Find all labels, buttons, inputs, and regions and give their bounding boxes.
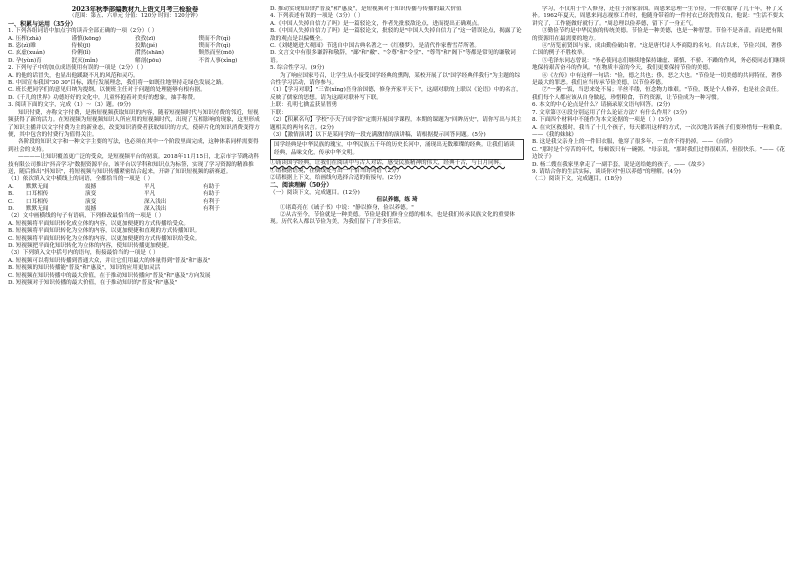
option-text: D. 推动实现知识的"普及"和"惠及"，是短视频对于知识传播与传播的最大价值 [270,6,462,12]
option-text: A.《中国人失掉自信力了吗》是一篇驳论文，作者先批驳敌论点，进而提出正确观点。 [270,20,483,27]
option-cell: 潸然(shān) [135,50,164,57]
option-text: D. 短视频对于知识传播的最大价值，在于推动知识的"普及"和"惠及" [8,280,178,287]
option-text: D.《千儿的世界》功德好好的文化中，儿童怀抱着对美好的想象，抽手称赞。 [8,94,199,101]
option-text: 上联：孔明七擒孟获显智勇 [270,102,338,109]
option-cell: 震撼 [85,183,97,190]
option-text: C. 短视频将平面知识转化为立体的内容，以更加便捷的方式传播知识给受众。 [8,235,201,242]
option-cell: C. 玄虚(xuán) [8,50,45,57]
question: （2）文中画横线的句子有语病，下列修改最恰当的一项是（ ） [8,213,165,220]
option-cell: 有利于 [203,198,220,205]
option-text: C. 班长把同学们的意见归纳为提纲，以便班主任对于问题的处理能够有根有据。 [8,87,206,94]
question: 1. 下列各组词语中加点字的读音全部正确的一项（2分）（ ） [8,28,158,35]
question: （一）阅读下文，完成题目。(12分) [270,189,360,196]
section-heading: 二、阅读理解（50分） [270,182,333,190]
passage-text: ⑤毛泽东同志曾说："务必使同志们继续地保持谦虚、谨慎、不骄、不躁的作风，务必使同志们继续地保持艰苦奋斗的作风。"在物质丰富的今天，我们更要保持节俭的美德。 [532,57,786,72]
option-cell: 孜孜(zī) [135,35,156,42]
option-row [8,191,262,198]
exam-title: 2023年秋季部编教材九上语文月考三检验卷 [71,6,199,13]
passage-text: ②从古至今，节俭就是一种美德。节俭是我们修身立德的根本，也是我们传承民族文化的重要体现。历代名人都以节俭为美，为我们留下了许多佳话。 [270,211,515,226]
option-text: C. 短视频在知识传播中的最大价值，在于推动知识传播向"普及"和"惠及"方向发展 [8,272,211,279]
passage-text: 知识付费，亦称文字付费，是指短视频获取知识的内容，随着短视频时代与知识付费的邻近，短视频获得了新的活力。在短视频为短视频知识人所应用的短视频时代，出现了互相影响的现象，这里形成了知识主播并以文字付费为主的新业态，改变知识消费者获取知识的方式，使碎片化的知识消费变得方便，其中包含的付费行为值得关注。 [8,109,260,138]
option-text: A. 短视频可以将知识传播到普通大众，并让它们用最大的体量得到"普及"和"惠及" [8,257,211,264]
option-cell: 有助于 [203,191,220,198]
option-text: B. 中国宣布我国"30 30"目标，践行发展理念，我们将一如既往地坚持走绿色发展之路。 [8,80,228,87]
option-cell: B. [8,191,14,198]
question: 5. 综合性学习。(9分) [270,65,325,72]
option-cell: A. 压榨(zhà) [8,35,42,42]
option-text: D. 短视频把平面化知识转化为立体的内容，使知识传播更加便捷。 [8,243,173,249]
question: （2）【积累名句】学校"小夫子国学馆"定期开展国学课程，本期的课题为"回眸历史"，请你写出与其主题相关的两句名言。(2分) [270,117,522,131]
question: （3）【激情演讲】以下是某同学的一段充满激情的演讲稿，请根据提示回答问题。(5分) [270,131,486,138]
option-cell: 震撼 [85,205,97,212]
exam-meta: （范围：第五、六单元 分值：120分 时间：120分钟） [69,13,201,20]
option-cell: 泯灭(mǐn) [71,57,98,64]
option-text: C.《刘姥姥进大观园》节选自中国古典名著之一《红楼梦》，是清代作家曹雪芹所著。 [270,43,481,50]
option-text: B. 短视频将平面知识转化为立体的内容，以更加便捷和直观的方式传播知识。 [8,228,201,235]
passage-text: ③勤俭节约是中华民族的传统美德。节俭是一种美德，也是一种智慧。节俭不是吝啬，而是把有限的资源用在最需要的地方。 [532,28,783,42]
passage-text: 为了响应国家号召，让学生从小接受国学经典的熏陶，某校开展了以"国学经典伴我行"为主题的综合性学习活动，请你参与。 [270,72,521,87]
option-text: C. "那时是个穷苦的年代，每顿饭只有一碗粥。"母亲说，"那时我们过得很艰苦，但很快乐。"——《花边饺子》 [532,146,785,161]
option-row [8,36,262,43]
question: 3. 阅读下面的文字，完成（1）～（3）题。(9分) [8,102,131,109]
question: 9. 请结合你的生活实际，谈谈你对"但以养德"的理解。(4分) [532,168,681,175]
option-cell: 锲而不舍(qì) [198,35,231,42]
article-title: 但以养德，练 琦 [376,197,418,204]
option-text: B.《中国人失掉自信力了吗》是一篇驳论文，批驳的是"中国人失掉自信力了"这一错误论点，揭露了论敌的观点是以偏概全。 [270,28,522,42]
option-cell: 演变 [85,198,97,205]
option-text: 下联：____________________ [270,109,343,116]
option-cell: D. [8,205,15,212]
passage-text: 学习，不仅用于个人修身，还在于治家治国。周恩来总理一生节俭，一件衣服穿了几十年，补了又补。1962年夏天，周恩来同志视察工作时，他随身带着的一件衬衣已经洗得发白，他说："生活不要太讲究了，工作能做好就行了。"周总理以俭养德，留下了一身正气。 [532,6,784,27]
option-cell: 平凡 [144,191,156,198]
option-cell: B. 恣(zì)睢 [8,43,36,50]
column-right [532,6,786,555]
option-cell: 默默无闻 [26,183,49,190]
option-cell: 谨慎(kōng) [71,35,101,42]
passage-text: ①诸葛亮在《诫子书》中说："静以修身，俭以养德。" [280,204,414,211]
column-middle [270,6,524,555]
option-cell: 狡黠(jié) [135,43,158,50]
passage-text: ⑥《左传》中有这样一句话："俭，德之共也；侈，恶之大也。"节俭是一切美德的共同特征，奢侈是最大的罪恶。我们应当传承节俭美德，以节俭养德。 [532,72,783,87]
option-text: A. 的他的话冒失，也显出他蹊跷不凡的风范和灵巧。 [8,72,139,79]
option-cell: 默默无闻 [26,205,49,212]
option-text: D. 杨二嫂在我家里拿走了一副手套，说是送给她的孩子。——《故乡》 [532,161,708,168]
marked-sentence: ①诵读国学经典，让我们在阅读中与古人对话，感受民族精神的伟大，经典千古，与日月同辉。 [270,160,505,167]
option-text: D. 文言文中有很多谦辞和敬辞，"鄙"和"敝"、"令尊"和"令堂"、"尊驾"和"阁下"等都是常见的谦敬词语。 [270,50,516,64]
option-cell: 演变 [85,191,97,198]
question: （1）依次填入文中横线上的词语，全都恰当的一项是（ ） [8,176,154,183]
option-cell: 不省人事(xǐng) [198,57,238,64]
option-row [8,199,262,206]
question: ①请根据语境，在横线处写出一个恰当的词语（2分） [270,167,403,174]
option-cell: 锲而不舍(qì) [198,43,231,50]
option-cell: 侍候(jī) [71,43,91,50]
column-left [8,6,262,555]
option-cell: 深入浅出 [144,205,167,212]
option-text: A. 在灾区救援时，我当了十几个孩子，每天都用这样的方式，一次次地告诉孩子们要珍惜每一粒粮食。——《我的妹妹》 [532,124,786,138]
question: （二）阅读下文，完成题目。(18分) [532,176,622,183]
option-cell: D. 孕(yùn)育 [8,57,42,64]
passage-text: ————让知识覆盖更广泛的受众，是短视频平台的初衷。2018年11月15日，北京市字节跳动科技有限公司推出"抖音学习"数据资源平台，该平台以学科和知识点为标签，实现了学习资源的精准推送，随后推出"抖知识"，将短视频与知识传播紧密结合起来，开辟了知识短视频的新赛道。 [8,154,260,175]
option-text: B. 短视频的知识传播能"普及"和"惠及"，知识的应用更加灵活 [8,265,161,272]
option-cell: 有助于 [203,183,220,190]
option-cell: 有利于 [203,205,220,212]
question: （1）【学习对联】"三省(xǐng)吾身治国德，修身齐家平天下"，这副对联的上联以《论语》中的名言，反映了儒家的思想。请为这副对联补写下联。 [270,87,522,101]
passage-text: ④"历览前贤国与家，成由勤俭破由奢。"这是唐代诗人李商隐的名句。自古以来，节俭兴国，奢侈亡国的例子不胜枚举。 [532,43,783,57]
option-cell: 平凡 [144,183,156,190]
option-cell: 深入浅出 [144,198,167,205]
question: 4. 下列表述有误的一项是（3分）（ ） [270,13,364,20]
question: 8. 下面四个材料中不能作为本文论据的一项是（ ）(3分) [532,117,672,124]
passage-text: 各阶段的知识文字和一种文字主要的写法，也必须在其中一个阶段里面完成，这种体系同样需要得到社会的支持。 [8,139,259,153]
question: 2. 下列句子中的加点成语使用有误的一项是（2分）（ ） [8,65,147,72]
option-text: A. 短视频将平面知识转化成立体的内容，以更加便捷的方式传播给受众。 [8,220,190,227]
option-row [8,50,262,57]
option-cell: 口耳相传 [26,191,49,198]
option-cell: 伶俐(lǐ) [71,50,91,57]
question: 6. 本文的中心论点是什么？请摘录原文语句回答。(2分) [532,102,671,109]
option-cell: 颓然而至(mō) [198,50,234,57]
option-cell: C. [8,198,14,205]
question: 7. 文章第③④段分别运用了什么论证方法？有什么作用？(3分) [532,109,687,116]
question: ②请根据上下文，给画线句选择合适的衔接句。(2分) [270,174,401,181]
section-heading: 一、积累与运用（35分） [8,20,77,28]
option-cell: 口耳相传 [26,198,49,205]
quote-box: 国学经典是中华民族的瑰宝，中华民族五千年的历史长河中，涌现出无数璀璨的经典。让我们诵读经典，品味文化，传承中华文明。 [270,139,524,160]
question: （3）下列填入文中括号内的语句，衔接最恰当的一项是（ ） [8,250,159,257]
option-cell: A. [8,183,14,190]
option-cell: 解剖(pōu) [135,57,162,64]
passage-text: ⑦"一粥一饭，当思来处不易；半丝半缕，恒念物力维艰。"节俭，既是个人修养，也是社会责任。我们每个人都应该从自身做起，珍惜粮食，节约资源，让节俭成为一种习惯。 [532,87,783,101]
option-text: B. 这是我父亲身上的一件旧衣服，他穿了很多年，一直舍不得扔掉。——《台阶》 [532,139,736,146]
